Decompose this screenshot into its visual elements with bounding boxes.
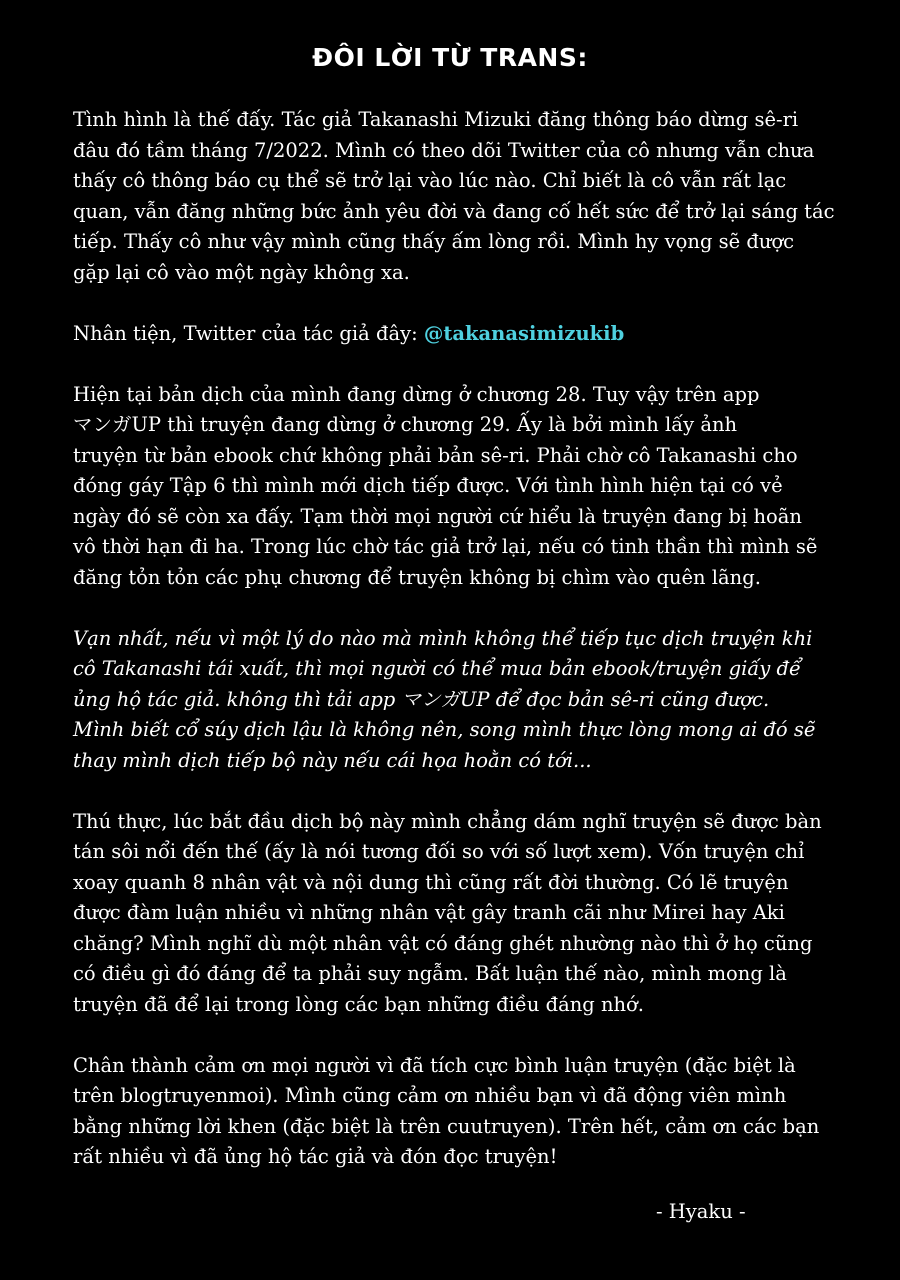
text-line: thấy cô thông báo cụ thể sẽ trở lại vào lúc nào. Chỉ biết là cô vẫn rất lạc — [73, 169, 787, 192]
text-line: trên blogtruyenmoi). Mình cũng cảm ơn nhiều bạn vì đã động viên mình — [73, 1084, 787, 1107]
paragraph-thanks — [73, 1051, 833, 1173]
text-line: có điều gì đó đáng để ta phải suy ngẫm. Bất luận thế nào, mình mong là — [73, 962, 787, 985]
text-line: ủng hộ tác giả. không thì tải app マンガUP để đọc bản sê-ri cũng được. — [73, 687, 770, 711]
text-line: rất nhiều vì đã ủng hộ tác giả và đón đọc truyện! — [73, 1145, 558, 1168]
text-line: truyện từ bản ebook chứ không phải bản sê-ri. Phải chờ cô Takanashi cho — [73, 443, 798, 467]
paragraph-status-update — [73, 105, 833, 288]
paragraph-translation-progress — [73, 380, 833, 594]
text-line: đóng gáy Tập 6 thì mình mới dịch tiếp được. Với tình hình hiện tại có vẻ — [73, 474, 783, 497]
text-line: tán sôi nổi đến thế (ấy là nói tương đối so với số lượt xem). Vốn truyện chỉ — [73, 840, 805, 863]
text-line: マンガUP thì truyện đang dừng ở chương 29. Ấy là bởi mình lấy ảnh — [73, 413, 738, 436]
paragraph-twitter — [73, 319, 833, 350]
text-line: bằng những lời khen (đặc biệt là trên cuutruyen). Trên hết, cảm ơn các bạn — [73, 1114, 820, 1138]
text-line: được đàm luận nhiều vì những nhân vật gây tranh cãi như Mirei hay Aki — [73, 901, 785, 924]
text-line: cô Takanashi tái xuất, thì mọi người có thể mua bản ebook/truyện giấy để — [73, 657, 801, 680]
text-line: quan, vẫn đăng những bức ảnh yêu đời và đang cố hết sức để trở lại sáng tác — [73, 199, 835, 223]
text-line: xoay quanh 8 nhân vật và nội dung thì cũng rất đời thường. Có lẽ truyện — [73, 870, 789, 894]
text-line: Chân thành cảm ơn mọi người vì đã tích cực bình luận truyện (đặc biệt là — [73, 1053, 796, 1077]
text-line: chăng? Mình nghĩ dù một nhân vật có đáng ghét nhường nào thì ở họ cũng — [73, 931, 813, 955]
paragraph-reflection — [73, 807, 833, 1021]
text-line: Mình biết cổ súy dịch lậu là không nên, song mình thực lòng mong ai đó sẽ — [73, 718, 816, 741]
twitter-handle-link[interactable]: @takanasimizukib — [423, 321, 625, 345]
page-title: ĐÔI LỜI TỪ TRANS: — [312, 43, 588, 72]
text-line: tiếp. Thấy cô như vậy mình cũng thấy ấm lòng rồi. Mình hy vọng sẽ được — [73, 230, 795, 253]
text-line: đăng tỏn tỏn các phụ chương để truyện không bị chìm vào quên lãng. — [73, 565, 761, 589]
text-line: Hiện tại bản dịch của mình đang dừng ở chương 28. Tuy vậy trên app — [73, 382, 760, 406]
text-line: vô thời hạn đi ha. Trong lúc chờ tác giả trở lại, nếu có tinh thần thì mình sẽ — [73, 535, 818, 558]
text-line: gặp lại cô vào một ngày không xa. — [73, 260, 410, 284]
text-line: Vạn nhất, nếu vì một lý do nào mà mình không thể tiếp tục dịch truyện khi — [73, 626, 813, 650]
text-line: Thú thực, lúc bắt đầu dịch bộ này mình chẳng dám nghĩ truyện sẽ được bàn — [73, 809, 822, 833]
text-line: Tình hình là thế đấy. Tác giả Takanashi Mizuki đăng thông báo dừng sê-ri — [73, 108, 799, 131]
text-line: đâu đó tầm tháng 7/2022. Mình có theo dõi Twitter của cô nhưng vẫn chưa — [73, 138, 815, 162]
text-line: truyện đã để lại trong lòng các bạn những điều đáng nhớ. — [73, 992, 644, 1016]
signature: - Hyaku - — [656, 1200, 746, 1223]
text-line: thay mình dịch tiếp bộ này nếu cái họa hoằn có tới... — [73, 748, 592, 772]
text-line: ngày đó sẽ còn xa đấy. Tạm thời mọi người cứ hiểu là truyện đang bị hoãn — [73, 504, 802, 528]
text-line — [73, 319, 833, 350]
note-body — [73, 105, 833, 1203]
paragraph-contingency — [73, 624, 833, 777]
twitter-label: Nhân tiện, Twitter của tác giả đây: — [73, 321, 424, 345]
